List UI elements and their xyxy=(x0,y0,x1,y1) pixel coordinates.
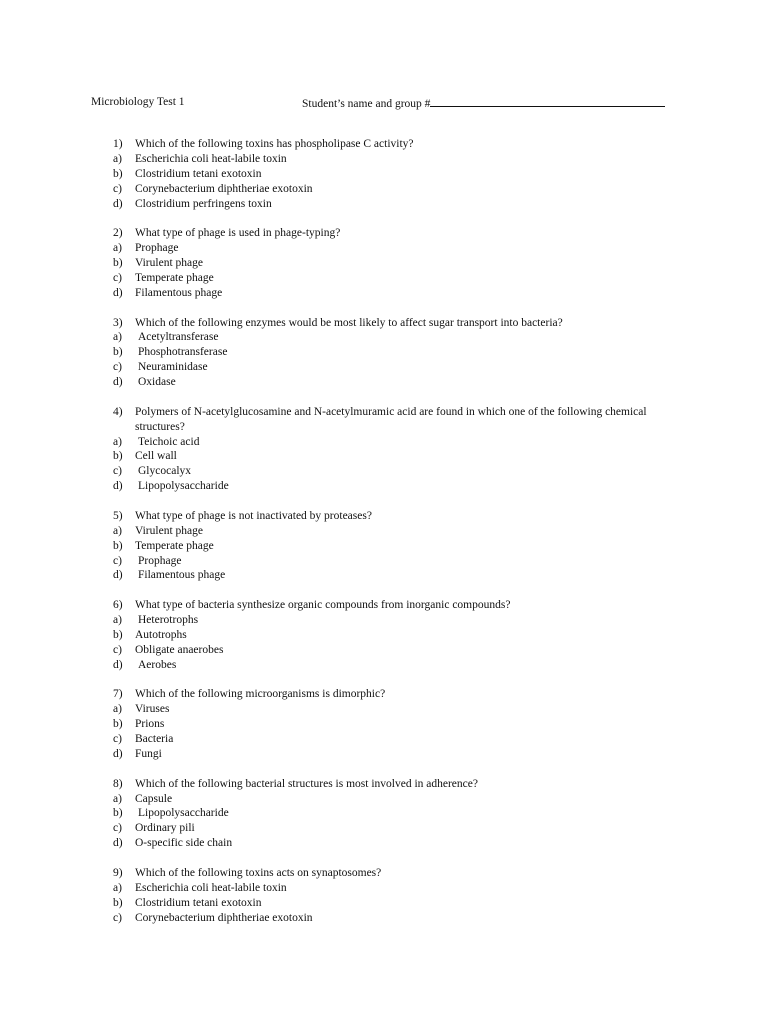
answer-option xyxy=(0,241,768,256)
option-text: Heterotrophs xyxy=(138,614,199,627)
option-letter: a) xyxy=(113,152,122,165)
option-text: Acetyltransferase xyxy=(138,331,219,344)
exam-header xyxy=(91,94,691,110)
option-text: Corynebacterium diphtheriae exotoxin xyxy=(135,182,313,195)
answer-option xyxy=(0,449,768,464)
question-9 xyxy=(0,866,768,926)
question-stem xyxy=(0,598,768,613)
option-letter: c) xyxy=(113,271,122,284)
answer-option xyxy=(0,732,768,747)
option-text: Escherichia coli heat-labile toxin xyxy=(135,152,287,165)
answer-option xyxy=(0,345,768,360)
option-text: Prions xyxy=(135,718,165,731)
option-letter: b) xyxy=(113,346,123,359)
question-stem xyxy=(0,509,768,524)
question-number: 5) xyxy=(113,509,123,522)
question-text: Which of the following toxins acts on synaptosomes? xyxy=(135,866,382,879)
answer-option xyxy=(0,360,768,375)
answer-option xyxy=(0,375,768,390)
answer-option xyxy=(0,539,768,554)
question-stem xyxy=(0,687,768,702)
answer-option xyxy=(0,197,768,212)
option-text: Prophage xyxy=(138,554,182,567)
option-letter: b) xyxy=(113,896,123,909)
option-letter: a) xyxy=(113,881,122,894)
option-letter: b) xyxy=(113,450,123,463)
question-number: 6) xyxy=(113,599,123,612)
option-letter: a) xyxy=(113,435,122,448)
answer-option xyxy=(0,836,768,851)
student-name-blank-line xyxy=(430,94,665,107)
question-stem xyxy=(0,226,768,241)
question-number: 8) xyxy=(113,777,123,790)
option-text: Lipopolysaccharide xyxy=(138,480,229,493)
option-text: Temperate phage xyxy=(135,539,214,552)
question-7 xyxy=(0,687,768,761)
answer-option xyxy=(0,152,768,167)
option-letter: a) xyxy=(113,614,122,627)
option-text: Phosphotransferase xyxy=(138,346,228,359)
option-letter: d) xyxy=(113,569,123,582)
option-text: Virulent phage xyxy=(135,524,203,537)
option-text: Prophage xyxy=(135,242,179,255)
option-letter: a) xyxy=(113,524,122,537)
question-text: What type of bacteria synthesize organic compounds from inorganic compounds? xyxy=(135,599,511,612)
option-text: Viruses xyxy=(135,703,170,716)
question-5 xyxy=(0,509,768,583)
option-text: Obligate anaerobes xyxy=(135,643,224,656)
question-number: 7) xyxy=(113,688,123,701)
question-number: 1) xyxy=(113,138,123,150)
option-text: Corynebacterium diphtheriae exotoxin xyxy=(135,911,313,924)
question-text: Which of the following microorganisms is dimorphic? xyxy=(135,688,386,701)
answer-option xyxy=(0,702,768,717)
option-text: Filamentous phage xyxy=(135,286,223,299)
question-text: What type of phage is used in phage-typing? xyxy=(135,227,341,240)
option-letter: a) xyxy=(113,242,122,255)
answer-option xyxy=(0,554,768,569)
option-text: Bacteria xyxy=(135,733,174,746)
option-letter: a) xyxy=(113,703,122,716)
question-stem xyxy=(0,137,768,152)
student-name-label: Student’s name and group # xyxy=(302,98,431,110)
question-list xyxy=(0,137,768,940)
option-letter: c) xyxy=(113,182,122,195)
option-letter: c) xyxy=(113,643,122,656)
student-name-field xyxy=(302,94,665,112)
answer-option xyxy=(0,881,768,896)
answer-option xyxy=(0,464,768,479)
option-text: Escherichia coli heat-labile toxin xyxy=(135,881,287,894)
option-letter: d) xyxy=(113,480,123,493)
option-text: Capsule xyxy=(135,792,173,805)
option-letter: d) xyxy=(113,658,123,671)
question-text: Which of the following toxins has phospholipase C activity? xyxy=(135,138,414,150)
option-letter: d) xyxy=(113,747,123,760)
option-text: Teichoic acid xyxy=(138,435,200,448)
answer-option xyxy=(0,643,768,658)
option-letter: b) xyxy=(113,718,123,731)
option-letter: c) xyxy=(113,822,122,835)
question-8 xyxy=(0,777,768,851)
option-text: Lipopolysaccharide xyxy=(138,807,229,820)
option-text: Glycocalyx xyxy=(138,465,192,478)
answer-option xyxy=(0,792,768,807)
option-letter: c) xyxy=(113,361,122,374)
question-stem xyxy=(0,777,768,792)
question-number: 4) xyxy=(113,405,123,418)
option-letter: b) xyxy=(113,257,123,270)
question-1 xyxy=(0,137,768,211)
option-letter: b) xyxy=(113,539,123,552)
question-number: 2) xyxy=(113,227,123,240)
question-stem xyxy=(0,405,768,435)
option-letter: c) xyxy=(113,554,122,567)
option-text: Oxidase xyxy=(138,376,176,389)
option-text: Filamentous phage xyxy=(138,569,226,582)
option-letter: b) xyxy=(113,167,123,180)
answer-option xyxy=(0,628,768,643)
question-6 xyxy=(0,598,768,672)
answer-option xyxy=(0,479,768,494)
question-4 xyxy=(0,405,768,494)
answer-option xyxy=(0,568,768,583)
answer-option xyxy=(0,286,768,301)
answer-option xyxy=(0,524,768,539)
option-letter: c) xyxy=(113,733,122,746)
question-text: What type of phage is not inactivated by proteases? xyxy=(135,509,372,522)
answer-option xyxy=(0,167,768,182)
option-text: Virulent phage xyxy=(135,257,203,270)
option-letter: d) xyxy=(113,286,123,299)
option-text: Clostridium tetani exotoxin xyxy=(135,896,262,909)
option-letter: b) xyxy=(113,628,123,641)
option-text: Cell wall xyxy=(135,450,177,463)
test-title: Microbiology Test 1 xyxy=(91,96,185,108)
option-letter: b) xyxy=(113,807,123,820)
option-text: Autotrophs xyxy=(135,628,187,641)
option-letter: d) xyxy=(113,197,123,210)
question-2 xyxy=(0,226,768,300)
option-text: Aerobes xyxy=(138,658,177,671)
question-stem xyxy=(0,866,768,881)
question-number: 9) xyxy=(113,866,123,879)
answer-option xyxy=(0,613,768,628)
question-text: Polymers of N-acetylglucosamine and N-acetylmuramic acid are found in which one of the following chemical structures? xyxy=(135,405,647,433)
option-text: Fungi xyxy=(135,747,162,760)
answer-option xyxy=(0,806,768,821)
answer-option xyxy=(0,821,768,836)
answer-option xyxy=(0,911,768,926)
answer-option xyxy=(0,435,768,450)
option-text: Neuraminidase xyxy=(138,361,208,374)
option-letter: d) xyxy=(113,837,123,850)
question-text: Which of the following bacterial structures is most involved in adherence? xyxy=(135,777,478,790)
option-text: Clostridium tetani exotoxin xyxy=(135,167,262,180)
question-number: 3) xyxy=(113,316,123,329)
answer-option xyxy=(0,330,768,345)
option-letter: a) xyxy=(113,792,122,805)
answer-option xyxy=(0,717,768,732)
option-text: O-specific side chain xyxy=(135,837,233,850)
option-letter: d) xyxy=(113,376,123,389)
option-letter: c) xyxy=(113,465,122,478)
option-text: Ordinary pili xyxy=(135,822,195,835)
question-text: Which of the following enzymes would be most likely to affect sugar transport into bacteria? xyxy=(135,316,563,329)
question-stem xyxy=(0,316,768,331)
question-3 xyxy=(0,316,768,390)
answer-option xyxy=(0,896,768,911)
option-text: Temperate phage xyxy=(135,271,214,284)
option-letter: a) xyxy=(113,331,122,344)
option-letter: c) xyxy=(113,911,122,924)
answer-option xyxy=(0,271,768,286)
answer-option xyxy=(0,658,768,673)
answer-option xyxy=(0,256,768,271)
answer-option xyxy=(0,182,768,197)
option-text: Clostridium perfringens toxin xyxy=(135,197,272,210)
answer-option xyxy=(0,747,768,762)
